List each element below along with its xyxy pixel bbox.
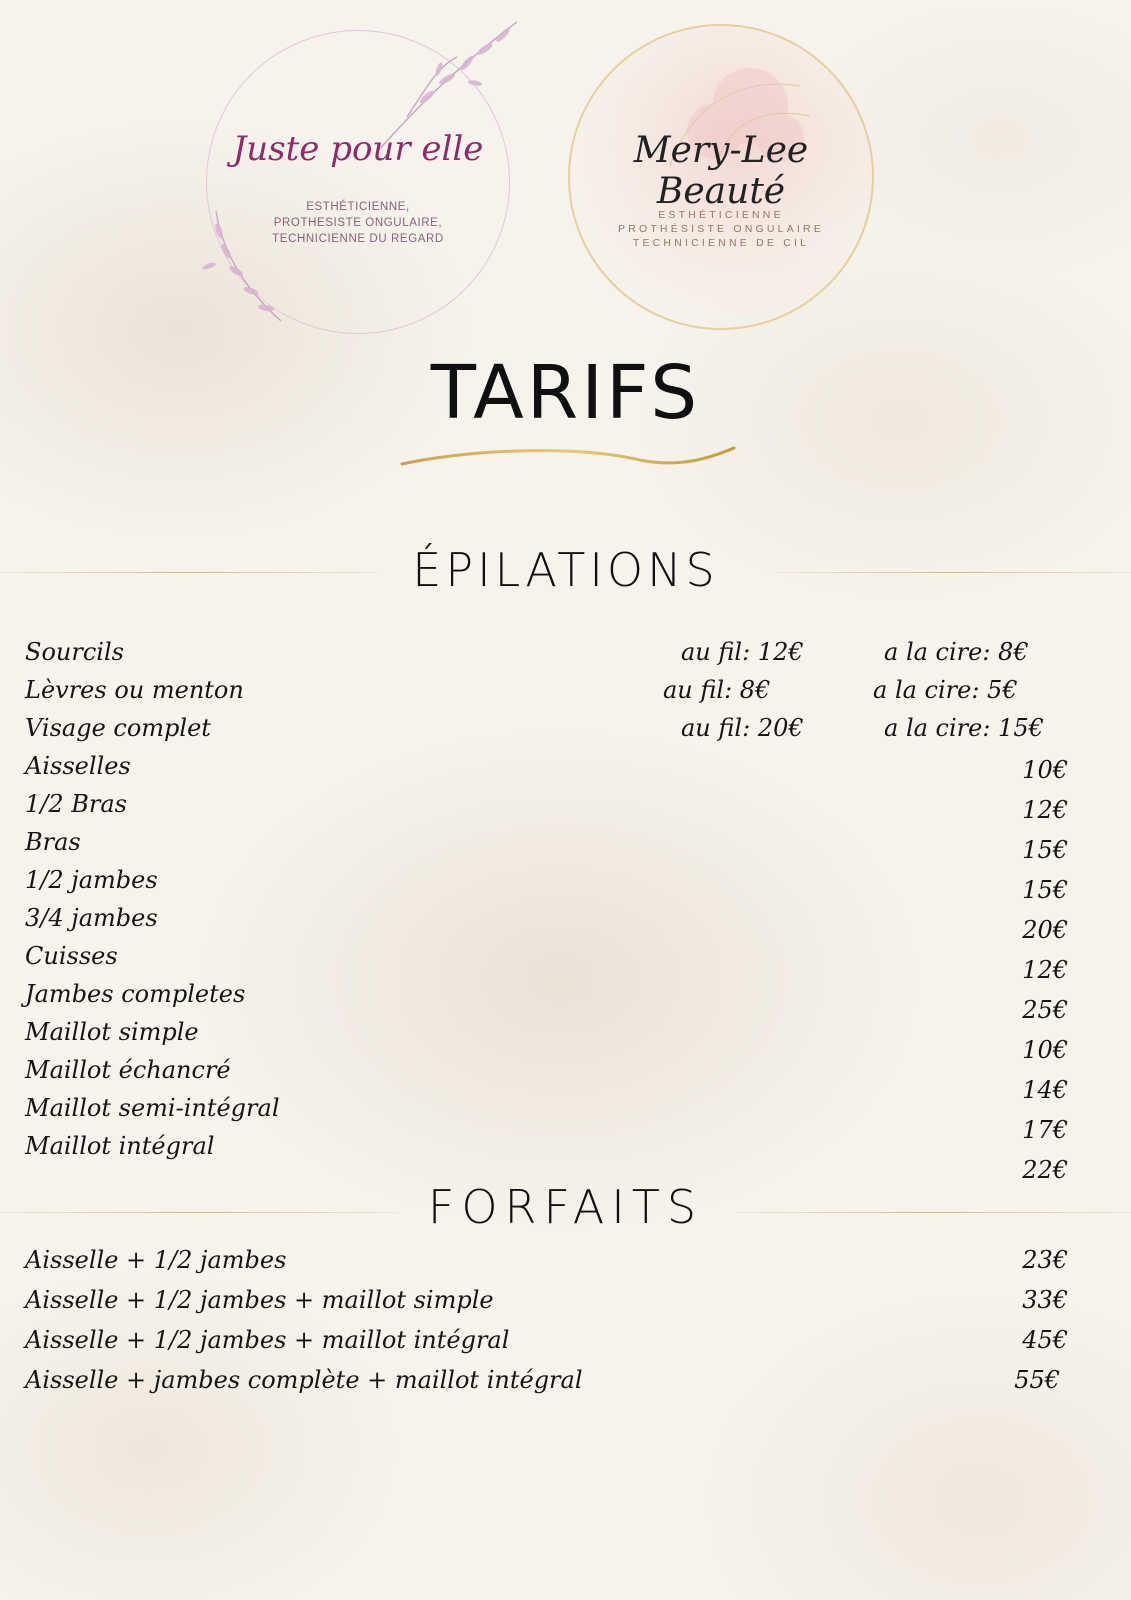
list-item-price: 10€ xyxy=(1022,756,1068,784)
package-label: Aisselle + 1/2 jambes + maillot simple xyxy=(25,1286,494,1314)
list-item-price: 12€ xyxy=(1022,796,1068,824)
list-item-label: Sourcils xyxy=(25,638,124,666)
list-item-label: Bras xyxy=(25,828,81,856)
logo-juste-pour-elle xyxy=(206,30,510,334)
list-item-label: Maillot simple xyxy=(25,1018,199,1046)
list-item-label: Aisselles xyxy=(25,752,131,780)
package-label: Aisselle + 1/2 jambes + maillot intégral xyxy=(25,1326,510,1354)
list-item-price: 12€ xyxy=(1022,956,1068,984)
list-item-price: 22€ xyxy=(1022,1156,1068,1184)
wax-price: a la cire: 5€ xyxy=(873,676,1018,704)
list-item-price: 15€ xyxy=(1022,836,1068,864)
package-price: 45€ xyxy=(1022,1326,1068,1354)
package-price: 23€ xyxy=(1022,1246,1068,1274)
list-item-label: 1/2 Bras xyxy=(25,790,127,818)
list-item-label: Jambes completes xyxy=(25,980,246,1008)
logo-mery-lee-beaute xyxy=(568,24,874,330)
wax-price: a la cire: 15€ xyxy=(884,714,1044,742)
section-heading-forfaits: FORFAITS xyxy=(427,1180,704,1234)
package-label: Aisselle + jambes complète + maillot intégral xyxy=(25,1366,583,1394)
gold-swoosh-divider xyxy=(400,442,736,472)
logo-subtitle-line: PROTHESISTE ONGULAIRE, xyxy=(273,217,443,229)
page-title: TARIFS xyxy=(430,350,701,436)
logo-subtitle xyxy=(570,208,872,250)
logo-name: Juste pour elle xyxy=(232,129,484,169)
list-item-price: 25€ xyxy=(1022,996,1068,1024)
package-price: 55€ xyxy=(1014,1366,1060,1394)
list-item-price: 17€ xyxy=(1022,1116,1068,1144)
logo-subtitle-line: TECHNICIENNE DE CIL xyxy=(632,237,810,249)
list-item-label: Maillot semi-intégral xyxy=(25,1094,280,1122)
wax-price: a la cire: 8€ xyxy=(884,638,1029,666)
list-item-label: 1/2 jambes xyxy=(25,866,158,894)
list-item-price: 20€ xyxy=(1022,916,1068,944)
thread-price: au fil: 20€ xyxy=(681,714,804,742)
package-price: 33€ xyxy=(1022,1286,1068,1314)
list-item-price: 15€ xyxy=(1022,876,1068,904)
logo-subtitle-line: ESTHÉTICIENNE, xyxy=(306,201,410,213)
logo-subtitle-line: TECHNICIENNE DU REGARD xyxy=(272,233,444,245)
thread-price: au fil: 12€ xyxy=(681,638,804,666)
list-item-price: 14€ xyxy=(1022,1076,1068,1104)
list-item-price: 10€ xyxy=(1022,1036,1068,1064)
list-item-label: Visage complet xyxy=(25,714,211,742)
list-item-label: Maillot intégral xyxy=(25,1132,215,1160)
list-item-label: Maillot échancré xyxy=(25,1056,231,1084)
logo-subtitle-line: PROTHÉSISTE ONGULAIRE xyxy=(617,223,825,235)
package-label: Aisselle + 1/2 jambes xyxy=(25,1246,287,1274)
section-heading-epilations: ÉPILATIONS xyxy=(412,543,719,597)
logo-name: Mery-Lee Beauté xyxy=(633,130,809,212)
logo-subtitle-line: ESTHÉTICIENNE xyxy=(658,209,784,221)
list-item-label: Cuisses xyxy=(25,942,118,970)
list-item-label: Lèvres ou menton xyxy=(25,676,244,704)
list-item-label: 3/4 jambes xyxy=(25,904,158,932)
logo-subtitle xyxy=(207,199,509,247)
thread-price: au fil: 8€ xyxy=(663,676,771,704)
